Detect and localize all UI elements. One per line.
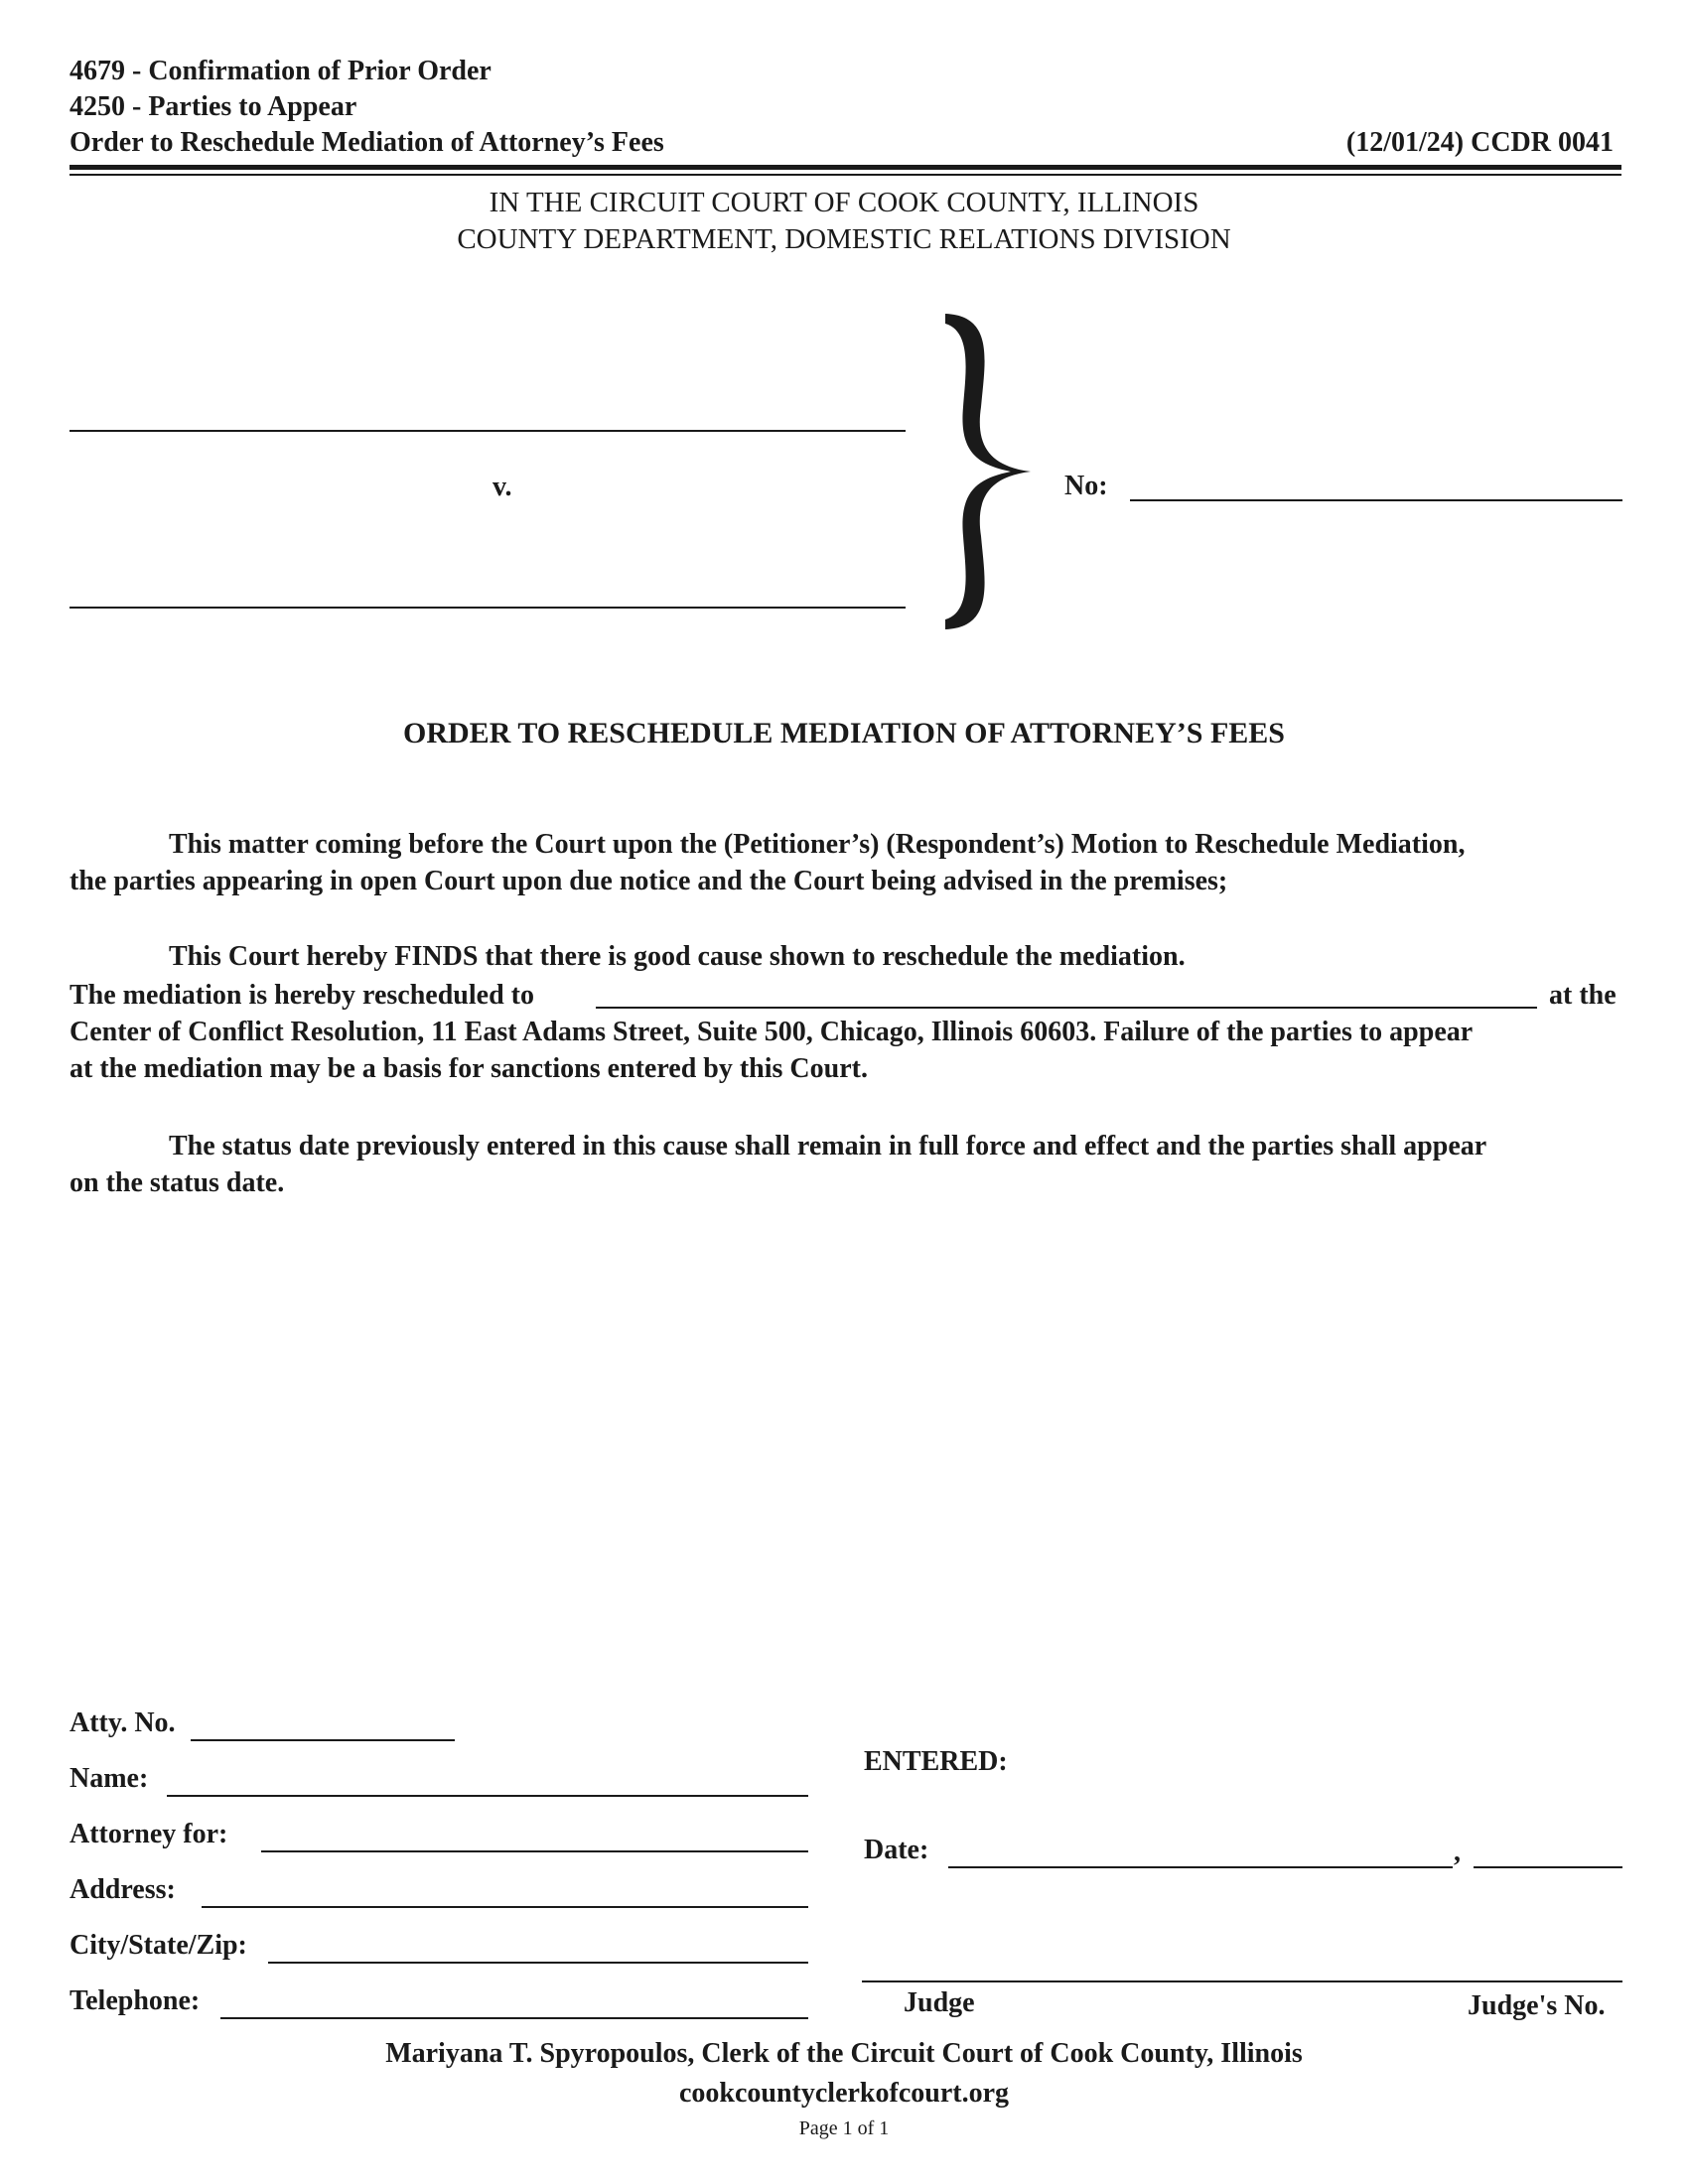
city-state-zip-line[interactable]	[268, 1962, 808, 1964]
paragraph-status-line1: The status date previously entered in this cause shall remain in full force and effect and the parties shall appear	[169, 1131, 1487, 1161]
form-code-confirmation: 4679 - Confirmation of Prior Order	[70, 56, 492, 86]
atty-no-label: Atty. No.	[70, 1707, 176, 1738]
date-label: Date:	[864, 1835, 929, 1865]
address-label: Address:	[70, 1874, 176, 1905]
name-line[interactable]	[167, 1795, 808, 1797]
date-comma: ,	[1454, 1837, 1461, 1867]
versus-label: v.	[492, 472, 512, 502]
order-title: ORDER TO RESCHEDULE MEDIATION OF ATTORNEY’S FEES	[403, 717, 1285, 750]
clerk-name: Mariyana T. Spyropoulos, Clerk of the Circuit Court of Cook County, Illinois	[385, 2038, 1303, 2069]
reschedule-date-line[interactable]	[596, 1007, 1537, 1009]
entry-year-line[interactable]	[1474, 1866, 1622, 1868]
telephone-line[interactable]	[220, 2017, 808, 2019]
clerk-website: cookcountyclerkofcourt.org	[678, 2078, 1010, 2109]
entry-date-line[interactable]	[948, 1866, 1453, 1868]
name-label: Name:	[70, 1763, 149, 1794]
paragraph-finds-line4: at the mediation may be a basis for sanctions entered by this Court.	[70, 1053, 868, 1084]
address-line[interactable]	[202, 1906, 808, 1908]
caption-brace-icon	[933, 308, 1043, 635]
judge-signature-line[interactable]	[862, 1980, 1622, 1982]
telephone-label: Telephone:	[70, 1985, 201, 2016]
attorney-for-line[interactable]	[261, 1850, 808, 1852]
paragraph-finds-line3: Center of Conflict Resolution, 11 East Adams Street, Suite 500, Chicago, Illinois 60603. Failure of the parties to appear	[70, 1017, 1474, 1047]
paragraph-motion-line1: This matter coming before the Court upon the (Petitioner’s) (Respondent’s) Motion to Reschedule Mediation,	[169, 829, 1466, 860]
form-code-parties-appear: 4250 - Parties to Appear	[70, 91, 357, 122]
court-name: IN THE CIRCUIT COURT OF COOK COUNTY, ILLINOIS	[489, 187, 1199, 218]
paragraph-finds-line2-end: at the	[1549, 980, 1617, 1011]
header-rule-thin	[70, 174, 1621, 176]
paragraph-finds-line1: This Court hereby FINDS that there is good cause shown to reschedule the mediation.	[169, 941, 1186, 972]
paragraph-finds-line2-start: The mediation is hereby rescheduled to	[70, 980, 534, 1011]
entered-label: ENTERED:	[864, 1746, 1008, 1777]
judges-number-label: Judge's No.	[1468, 1990, 1606, 2021]
attorney-for-label: Attorney for:	[70, 1819, 228, 1849]
atty-no-line[interactable]	[191, 1739, 455, 1741]
petitioner-name-line[interactable]	[70, 430, 906, 432]
form-revision-code: (12/01/24) CCDR 0041	[1345, 127, 1614, 158]
respondent-name-line[interactable]	[70, 607, 906, 609]
paragraph-motion-line2: the parties appearing in open Court upon due notice and the Court being advised in the premises;	[70, 866, 1228, 896]
paragraph-status-line2: on the status date.	[70, 1167, 285, 1198]
case-number-line[interactable]	[1130, 499, 1622, 501]
court-heading	[0, 185, 1688, 258]
case-number-label: No:	[1064, 471, 1108, 501]
court-division: COUNTY DEPARTMENT, DOMESTIC RELATIONS DIVISION	[457, 223, 1231, 255]
form-title-small: Order to Reschedule Mediation of Attorney’s Fees	[70, 127, 664, 158]
judge-label: Judge	[904, 1987, 975, 2018]
city-state-zip-label: City/State/Zip:	[70, 1930, 247, 1961]
page-number: Page 1 of 1	[798, 2117, 890, 2139]
header-rule-thick	[70, 165, 1621, 170]
